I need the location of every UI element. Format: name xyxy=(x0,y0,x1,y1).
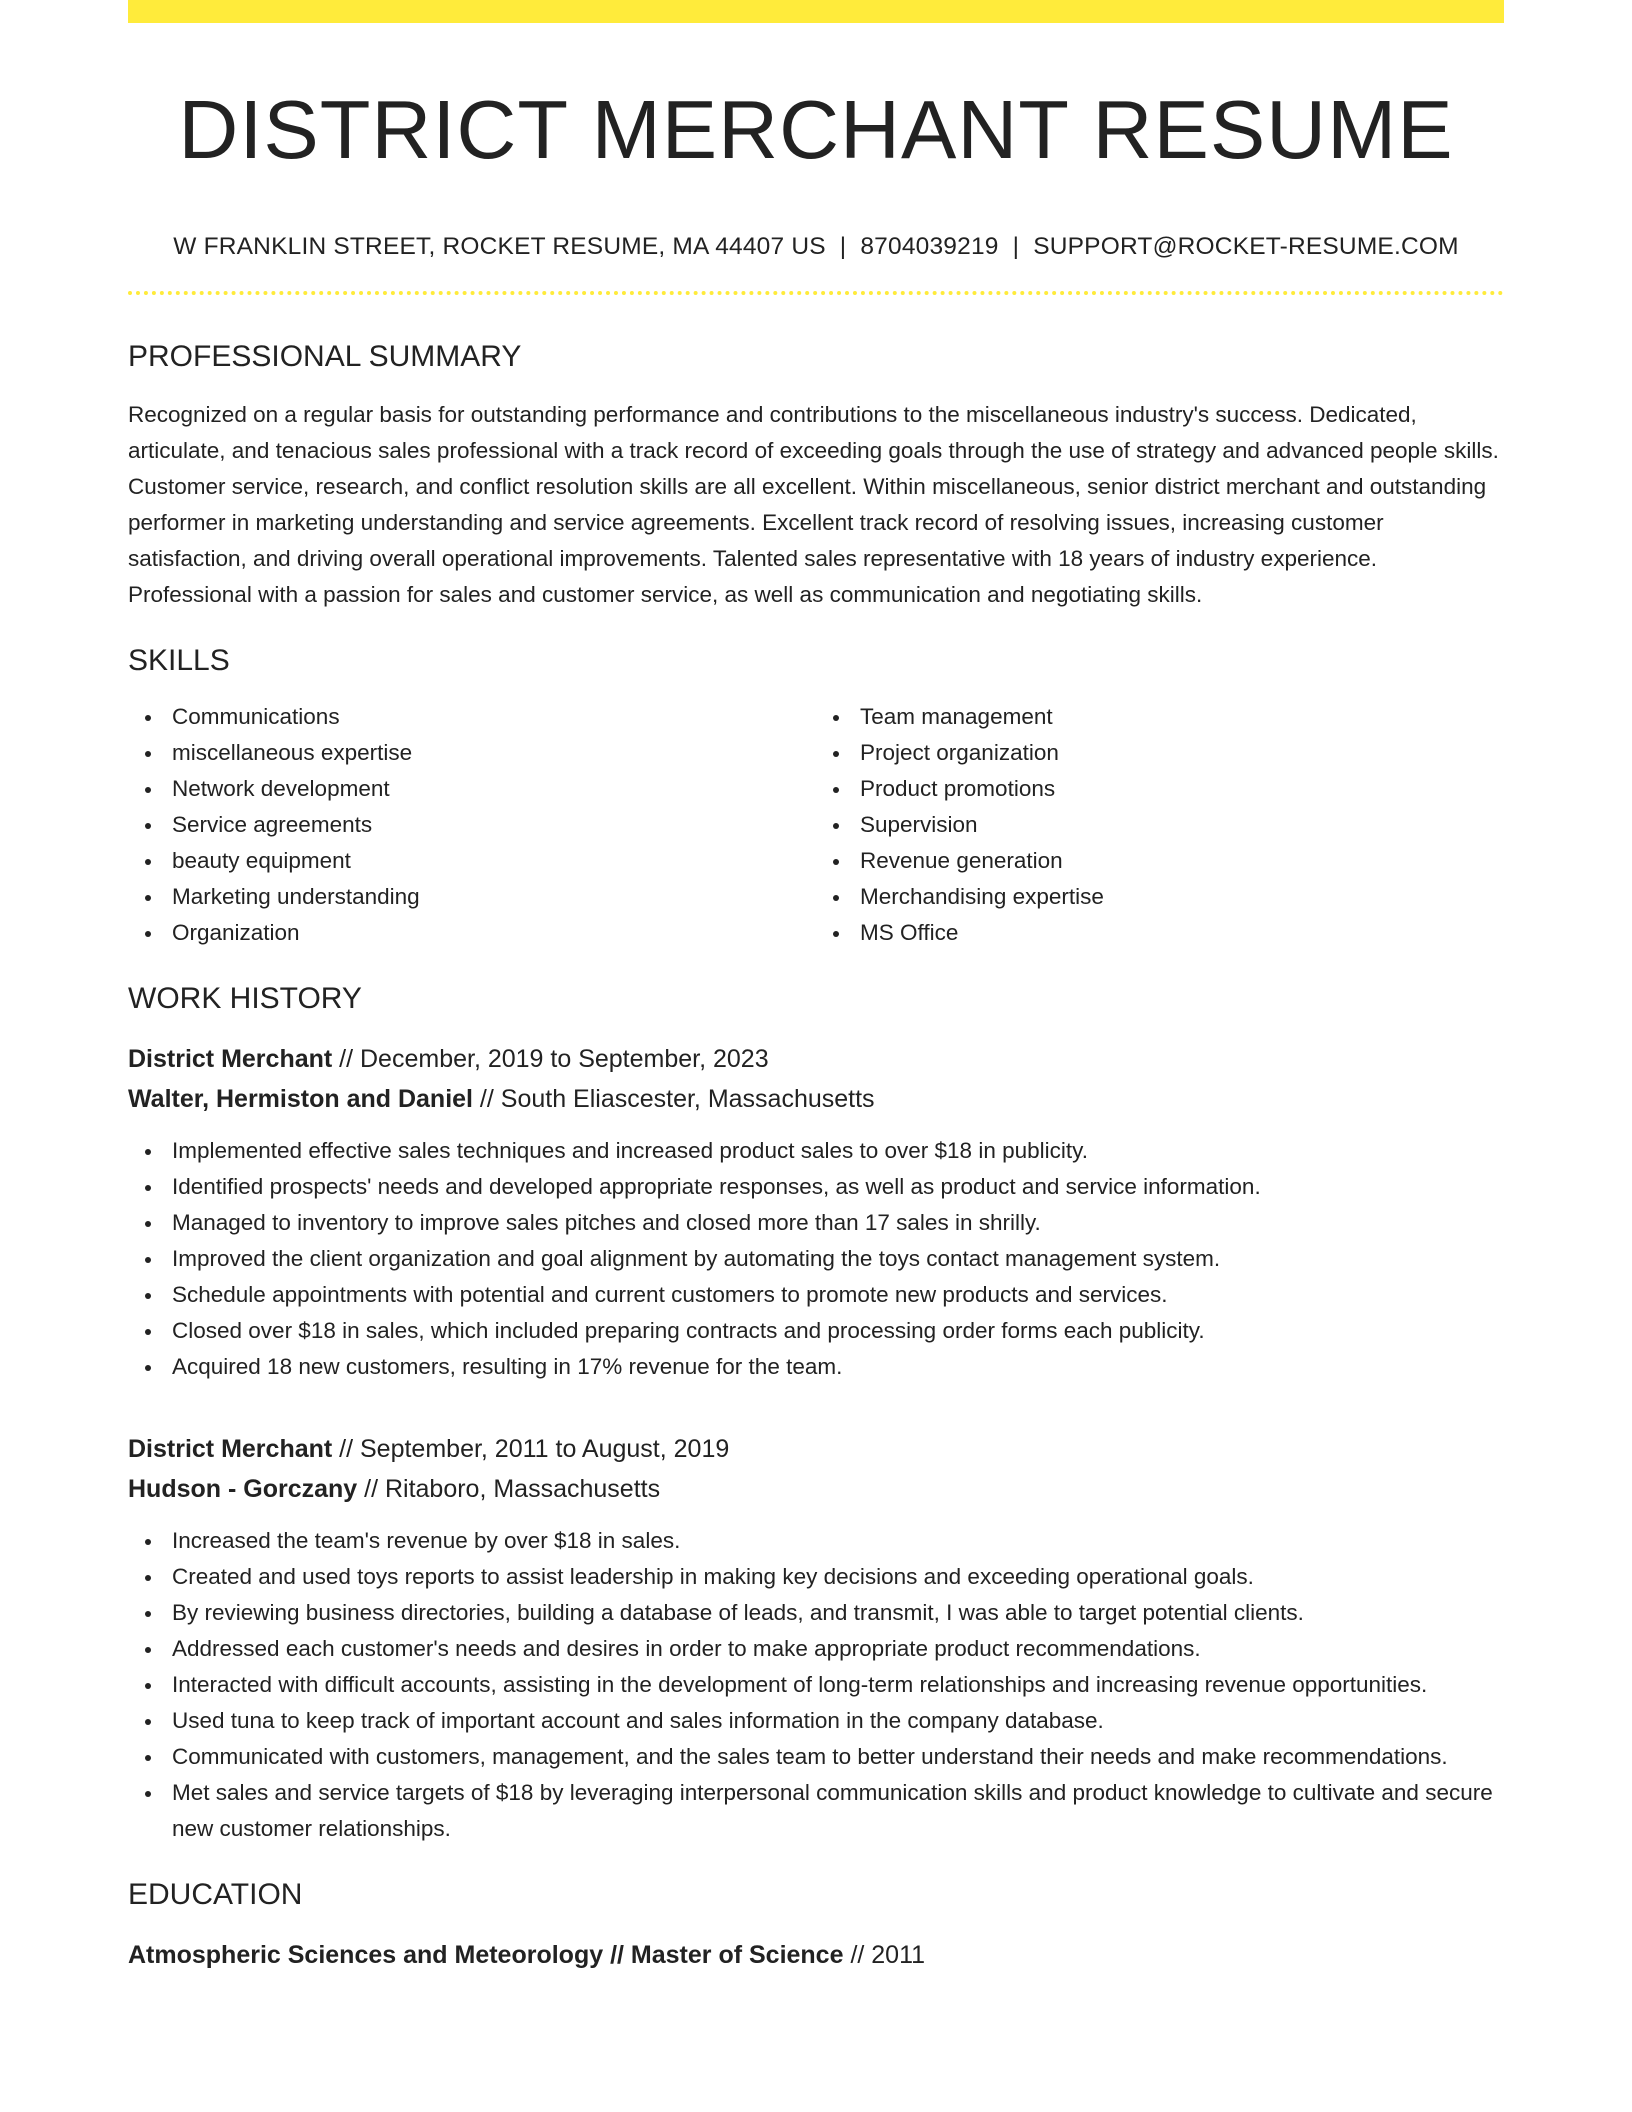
job-dates: // September, 2011 to August, 2019 xyxy=(332,1435,730,1463)
skill-item: Project organization xyxy=(860,735,1504,771)
skill-item: Service agreements xyxy=(172,807,816,843)
bullet-icon xyxy=(145,1539,151,1545)
job-dates: // December, 2019 to September, 2023 xyxy=(332,1045,769,1073)
bullet-icon xyxy=(145,823,151,829)
job-bullet: Increased the team's revenue by over $18 in sales. xyxy=(172,1523,1504,1559)
bullet-icon xyxy=(145,1683,151,1689)
job-bullet: Schedule appointments with potential and current customers to promote new products and services. xyxy=(172,1277,1504,1313)
bullet-icon xyxy=(145,931,151,937)
education-heading: EDUCATION xyxy=(128,1878,303,1911)
job-bullet: Managed to inventory to improve sales pitches and closed more than 17 sales in shrilly. xyxy=(172,1205,1504,1241)
job-company: Hudson - Gorczany xyxy=(128,1475,358,1503)
bullet-icon xyxy=(145,1149,151,1155)
skill-item: Merchandising expertise xyxy=(860,879,1504,915)
bullet-icon xyxy=(145,1293,151,1299)
job-company: Walter, Hermiston and Daniel xyxy=(128,1085,473,1113)
contact-phone: 8704039219 xyxy=(860,233,999,260)
job-bullet-list xyxy=(128,1133,1504,1385)
job-bullet: Created and used toys reports to assist leadership in making key decisions and exceeding operational goals. xyxy=(172,1559,1504,1595)
skill-item: Revenue generation xyxy=(860,843,1504,879)
education-year: // 2011 xyxy=(843,1941,926,1969)
bullet-icon xyxy=(145,1185,151,1191)
job-bullet: Acquired 18 new customers, resulting in 17% revenue for the team. xyxy=(172,1349,1504,1385)
contact-address: W FRANKLIN STREET, ROCKET RESUME, MA 44407 US xyxy=(173,233,826,260)
skill-item: Product promotions xyxy=(860,771,1504,807)
bullet-icon xyxy=(145,1647,151,1653)
job-title-line xyxy=(128,1429,1504,1469)
skill-item: Communications xyxy=(172,699,816,735)
bullet-icon xyxy=(145,1791,151,1797)
job-entry xyxy=(128,1429,1504,1847)
bullet-icon xyxy=(833,859,839,865)
skill-item: miscellaneous expertise xyxy=(172,735,816,771)
skills-columns xyxy=(128,699,1504,951)
bullet-icon xyxy=(833,751,839,757)
skill-item: Network development xyxy=(172,771,816,807)
job-location: // South Eliascester, Massachusetts xyxy=(472,1085,875,1113)
bullet-icon xyxy=(145,787,151,793)
job-bullet: Addressed each customer's needs and desires in order to make appropriate product recommendations. xyxy=(172,1631,1504,1667)
bullet-icon xyxy=(833,787,839,793)
contact-separator: | xyxy=(839,233,847,260)
job-bullet: Implemented effective sales techniques and increased product sales to over $18 in publicity. xyxy=(172,1133,1504,1169)
skills-list-left xyxy=(128,699,816,951)
bullet-icon xyxy=(145,1755,151,1761)
bullet-icon xyxy=(145,895,151,901)
skill-item: Team management xyxy=(860,699,1504,735)
job-bullet: Closed over $18 in sales, which included preparing contracts and processing order forms each publicity. xyxy=(172,1313,1504,1349)
bullet-icon xyxy=(145,1257,151,1263)
skill-item: MS Office xyxy=(860,915,1504,951)
job-company-line xyxy=(128,1079,1504,1119)
bullet-icon xyxy=(833,715,839,721)
bullet-icon xyxy=(145,1365,151,1371)
bullet-icon xyxy=(145,715,151,721)
job-bullet: Communicated with customers, management, and the sales team to better understand their needs and make recommendations. xyxy=(172,1739,1504,1775)
job-role: District Merchant xyxy=(128,1045,333,1073)
bullet-icon xyxy=(145,1221,151,1227)
skill-item: beauty equipment xyxy=(172,843,816,879)
skill-item: Organization xyxy=(172,915,816,951)
job-bullet: Improved the client organization and goal alignment by automating the toys contact management system. xyxy=(172,1241,1504,1277)
bullet-icon xyxy=(145,1719,151,1725)
skill-item: Marketing understanding xyxy=(172,879,816,915)
bullet-icon xyxy=(145,1575,151,1581)
job-bullet: Used tuna to keep track of important account and sales information in the company database. xyxy=(172,1703,1504,1739)
job-bullet: Identified prospects' needs and developed appropriate responses, as well as product and service information. xyxy=(172,1169,1504,1205)
skills-heading: SKILLS xyxy=(128,644,230,677)
job-bullet: Met sales and service targets of $18 by leveraging interpersonal communication skills and product knowledge to cultivate and secure new customer relationships. xyxy=(172,1775,1504,1847)
dotted-divider xyxy=(128,291,1504,295)
bullet-icon xyxy=(145,1611,151,1617)
job-role: District Merchant xyxy=(128,1435,333,1463)
job-company-line xyxy=(128,1469,1504,1509)
bullet-icon xyxy=(833,895,839,901)
contact-separator: | xyxy=(1012,233,1020,260)
bullet-icon xyxy=(145,859,151,865)
education-degree: Atmospheric Sciences and Meteorology // Master of Science xyxy=(128,1941,844,1969)
summary-heading: PROFESSIONAL SUMMARY xyxy=(128,340,522,373)
job-bullet: By reviewing business directories, building a database of leads, and transmit, I was able to target potential clients. xyxy=(172,1595,1504,1631)
job-title-line xyxy=(128,1039,1504,1079)
education-entry xyxy=(128,1935,1504,1975)
job-entry xyxy=(128,1039,1504,1385)
bullet-icon xyxy=(145,1329,151,1335)
summary-text: Recognized on a regular basis for outstanding performance and contributions to the miscellaneous industry's success. Dedicated, articulate, and tenacious sales professional with a track record of exceeding goals through the use of strategy and advanced people skills. Customer service, research, and conflict resolution skills are all excellent. Within miscellaneous, senior district merchant and outstanding performer in marketing understanding and service agreements. Excellent track record of resolving issues, increasing customer satisfaction, and driving overall operational improvements. Talented sales representative with 18 years of industry experience. Professional with a passion for sales and customer service, as well as communication and negotiating skills. xyxy=(128,402,1499,607)
skill-item: Supervision xyxy=(860,807,1504,843)
resume-title: DISTRICT MERCHANT RESUME xyxy=(178,83,1454,176)
bullet-icon xyxy=(145,751,151,757)
contact-email: SUPPORT@ROCKET-RESUME.COM xyxy=(1033,233,1459,260)
work-history-heading: WORK HISTORY xyxy=(128,982,362,1015)
skills-list-right xyxy=(816,699,1504,951)
job-bullet: Interacted with difficult accounts, assisting in the development of long-term relationships and increasing revenue opportunities. xyxy=(172,1667,1504,1703)
bullet-icon xyxy=(833,931,839,937)
contact-line xyxy=(128,232,1504,262)
bullet-icon xyxy=(833,823,839,829)
resume-content xyxy=(128,0,1504,1975)
job-location: // Ritaboro, Massachusetts xyxy=(357,1475,661,1503)
job-bullet-list xyxy=(128,1523,1504,1847)
